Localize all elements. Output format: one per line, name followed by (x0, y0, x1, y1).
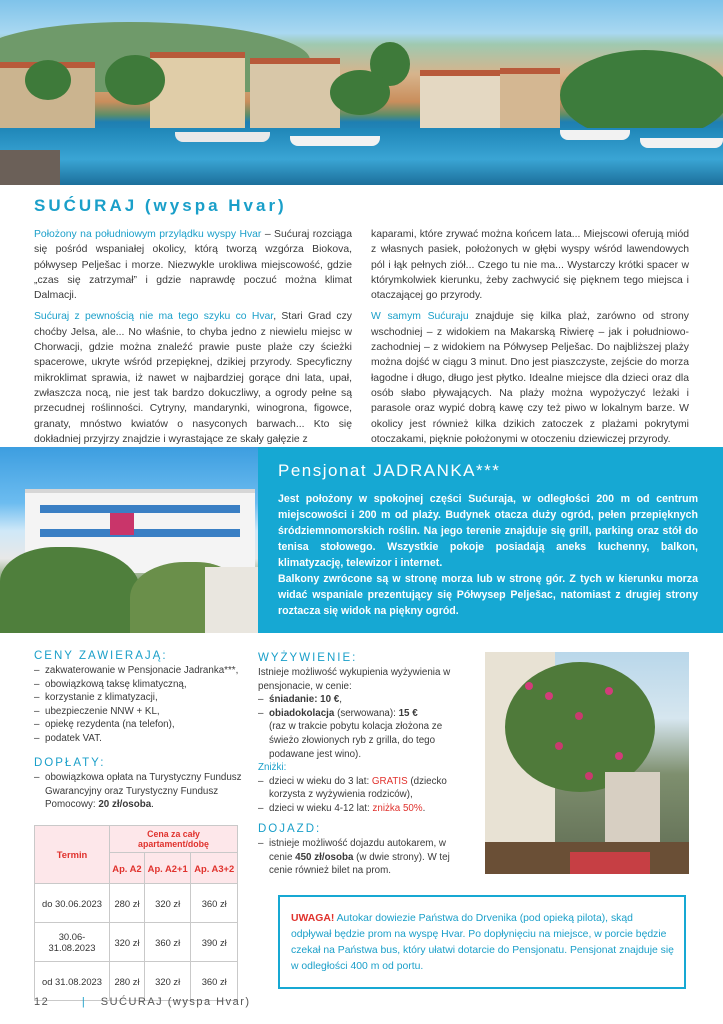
meals-section (258, 666, 470, 816)
table-row (35, 884, 238, 923)
table-cell: 360 zł (144, 923, 191, 962)
list-item: – opiekę rezydenta (na telefon), (34, 718, 254, 732)
table-row (35, 962, 238, 1001)
table-cell: 280 zł (110, 884, 145, 923)
notice-text (291, 911, 675, 975)
surcharges-heading: DOPŁATY: (34, 757, 106, 769)
dinner-note: (raz w trakcie pobytu kolacja złożona ze świeżo złowionych ryb z grilla, do tego podawane jest wino). (269, 721, 443, 760)
notice-body: Autokar dowiezie Państwa do Drvenika (pod opieką pilota), skąd odpływał będzie prom na wyspę Hvar. Po dopłynięciu na miejsce, w porcie będzie czekał na Państwa bus, który ułatwi dotarcie do Pensjonatu. Pensjonat znajduje się w odległości 400 m od portu. (291, 913, 674, 972)
meals-intro: Istnieje możliwość wykupienia wyżywienia w pensjonacie, w cenie: (258, 667, 451, 692)
discount-1-text: dzieci w wieku do 3 lat: (269, 775, 372, 787)
table-cell: 320 zł (110, 923, 145, 962)
intro-paragraph-2 (34, 309, 352, 447)
meals-heading: WYŻYWIENIE: (258, 652, 358, 664)
list-item (258, 837, 470, 878)
pension-building-photo (0, 447, 258, 633)
page-footer (34, 996, 251, 1008)
price-table (34, 825, 238, 1001)
page-title: SUĆURAJ (wyspa Hvar) (34, 196, 287, 215)
hero-photo-harbour (0, 0, 723, 185)
discounts-label: Zniżki: (258, 762, 287, 774)
table-cell: 320 zł (144, 962, 191, 1001)
intro-text-4: znajduje się kilka plaż, zarówno od strony wschodniej – z widokiem na Makarską Riwierę – jak i południowo-zachodniej – z widokiem na Półwysep Pelješac. Do najbliższej plaży można dojść w ciągu 3 minut. Dno jest piaszczyste, zejście do morza łagodne i długo, długo jest płytko. Idealne miejsce dla dzieci oraz dla osób słabo pływających. Na plaży można wypożyczyć leżaki i parasole oraz wypić dobrą kawę czy też piwo w lokalnym barze. W okolicy jest również kilka dzikich zatoczek z plażami pokrytymi otoczakami, pięknie położonymi w otoczeniu dziewiczej przyrody. (371, 311, 690, 445)
pension-paragraph-2: Balkony zwrócone są w stronę morza lub w stronę gór. Z tych w kierunku morza widać wspaniale prezentujący się Półwysep Pelješac, natomiast z drugiej strony roztacza się widok na piękny ogród. (278, 573, 698, 617)
intro-lead-2: Sućuraj z pewnością nie ma tego szyku co Hvar (34, 311, 274, 323)
table-cell: 280 zł (110, 962, 145, 1001)
prices-include-list (34, 664, 254, 746)
intro-lead-4: W samym Sućuraju (371, 311, 469, 323)
pension-title: Pensjonat JADRANKA*** (278, 461, 501, 480)
table-cell-term: do 30.06.2023 (35, 884, 110, 923)
list-item: – obowiązkową taksę klimatyczną, (34, 678, 254, 692)
discounts-list (258, 775, 470, 816)
transport-text: istnieje możliwość dojazdu autokarem, w cenie (269, 838, 446, 863)
list-item: – podatek VAT. (34, 732, 254, 746)
intro-right-column (371, 227, 689, 447)
meals-list (258, 693, 470, 761)
col-term-header: Termin (35, 826, 110, 884)
table-cell-term: od 31.08.2023 (35, 962, 110, 1001)
pension-paragraph-1: Jest położony w spokojnej części Sućuraja, w odległości 200 m od centrum miejscowości i 200 m od plaży. Budynek otacza duży ogród, pełen przepięknych śródziemnomorskich roślin. Na jego terenie znajduje się grill, parking oraz stół do tenisa stołowego. Wszystkie pokoje posiadają aneks kuchenny, balkon, klimatyzację, telewizor i internet. (278, 493, 698, 569)
intro-text-2: , Stari Grad czy choćby Jelsa, ale... No właśnie, to chyba jedno z niewielu miejsc w Chorwacji, gdzie można znaleźć prawie puste plaże czy ścieżki spacerowe, ukryte wśród przepięknej, dzikiej przyrody. Specyficzny mikroklimat sprawia, iż nawet w najbardziej gorące dni lata, upał, zwłaszcza nocą, nie jest tak bardzo dokuczliwy, a ogrody pełne są przecudnej roślinności. Cytryny, mandarynki, winogrona, figowce, granaty, mnóstwo kwiatów o nasyconych barwach... Kto się dokładniej przyjrzy znajdzie i wyrastające ze skały gałęzie z (34, 311, 352, 445)
dinner-label: obiadokolacja (269, 707, 335, 719)
list-item (258, 707, 470, 761)
intro-text-1: – Sućuraj rozciąga się pośród wspaniałej okolicy, którą tworzą wzgórza Biokova, półwysep Pelješac i morze. Niezwykle urokliwa miejscowość, gdzie „czas się zatrzymał” i gdzie naprawdę poczuć można klimat Dalmacji. (34, 229, 352, 302)
discount-1-value: GRATIS (371, 775, 408, 787)
surcharges-list (34, 771, 244, 812)
discount-1-note: (dziecko korzysta z wyżywienia rodziców), (269, 775, 447, 801)
transport-heading: DOJAZD: (258, 823, 322, 835)
footer-separator: | (81, 996, 87, 1008)
list-item (258, 775, 470, 802)
table-cell-term: 30.06-31.08.2023 (35, 923, 110, 962)
discount-2-text: dzieci w wieku 4-12 lat: (269, 802, 373, 814)
table-cell: 390 zł (191, 923, 238, 962)
page-number: 12 (34, 996, 50, 1008)
table-cell: 360 zł (191, 962, 238, 1001)
intro-paragraph-3: kaparami, które zrywać można końcem lata... Miejscowi oferują miód z własnych pasiek, położonych w głębi wyspy wśród lawendowych pól i łąk pełnych ziół... Czego tu nie ma... Wystarczy krótki spacer w którymkolwiek kierunku, żeby zachwycić się pięknem tego miejsca i otaczającej go przyrody. (371, 229, 689, 302)
surcharge-amount: 20 zł/osoba (98, 799, 152, 811)
list-item: – ubezpieczenie NNW + KL, (34, 705, 254, 719)
intro-lead-1: Położony na południowym przylądku wyspy Hvar (34, 229, 262, 240)
list-item (34, 771, 244, 812)
transport-list (258, 837, 470, 878)
garden-grill-photo (485, 652, 689, 874)
list-item: – śniadanie: 10 €, (258, 693, 470, 707)
transport-note: (w dwie strony). W tej cenie również bilet na prom. (269, 851, 450, 877)
intro-paragraph-1 (34, 227, 352, 303)
col-header-a2-1: Ap. A2+1 (144, 853, 191, 884)
dinner-type: (serwowana): (334, 707, 399, 719)
list-item: – korzystanie z klimatyzacji, (34, 691, 254, 705)
intro-paragraph-4 (371, 309, 689, 447)
footer-place: SUĆURAJ (wyspa Hvar) (100, 996, 251, 1008)
transport-price: 450 zł/osoba (295, 851, 354, 863)
notice-label: UWAGA! (291, 913, 335, 924)
list-item: – zakwaterowanie w Pensjonacie Jadranka***, (34, 664, 254, 678)
col-header-a2: Ap. A2 (110, 853, 145, 884)
list-item (258, 802, 470, 816)
discount-2-end: . (422, 802, 426, 814)
col-header-a3-2: Ap. A3+2 (191, 853, 238, 884)
table-cell: 320 zł (144, 884, 191, 923)
dinner-price: 15 € (398, 707, 418, 719)
surcharge-text: obowiązkowa opłata na Turystyczny Fundusz Gwarancyjny oraz Turystyczny Fundusz Pomocowy: (45, 772, 242, 811)
table-row (35, 923, 238, 962)
prices-include-heading: CENY ZAWIERAJĄ: (34, 650, 168, 662)
breakfast-price: śniadanie: 10 € (269, 694, 340, 706)
pension-description (278, 491, 698, 619)
intro-left-column (34, 227, 352, 447)
table-cell: 360 zł (191, 884, 238, 923)
surcharge-end: . (151, 799, 154, 811)
col-group-header: Cena za cały apartament/dobę (110, 826, 238, 853)
discount-2-value: zniżka 50% (372, 802, 423, 814)
